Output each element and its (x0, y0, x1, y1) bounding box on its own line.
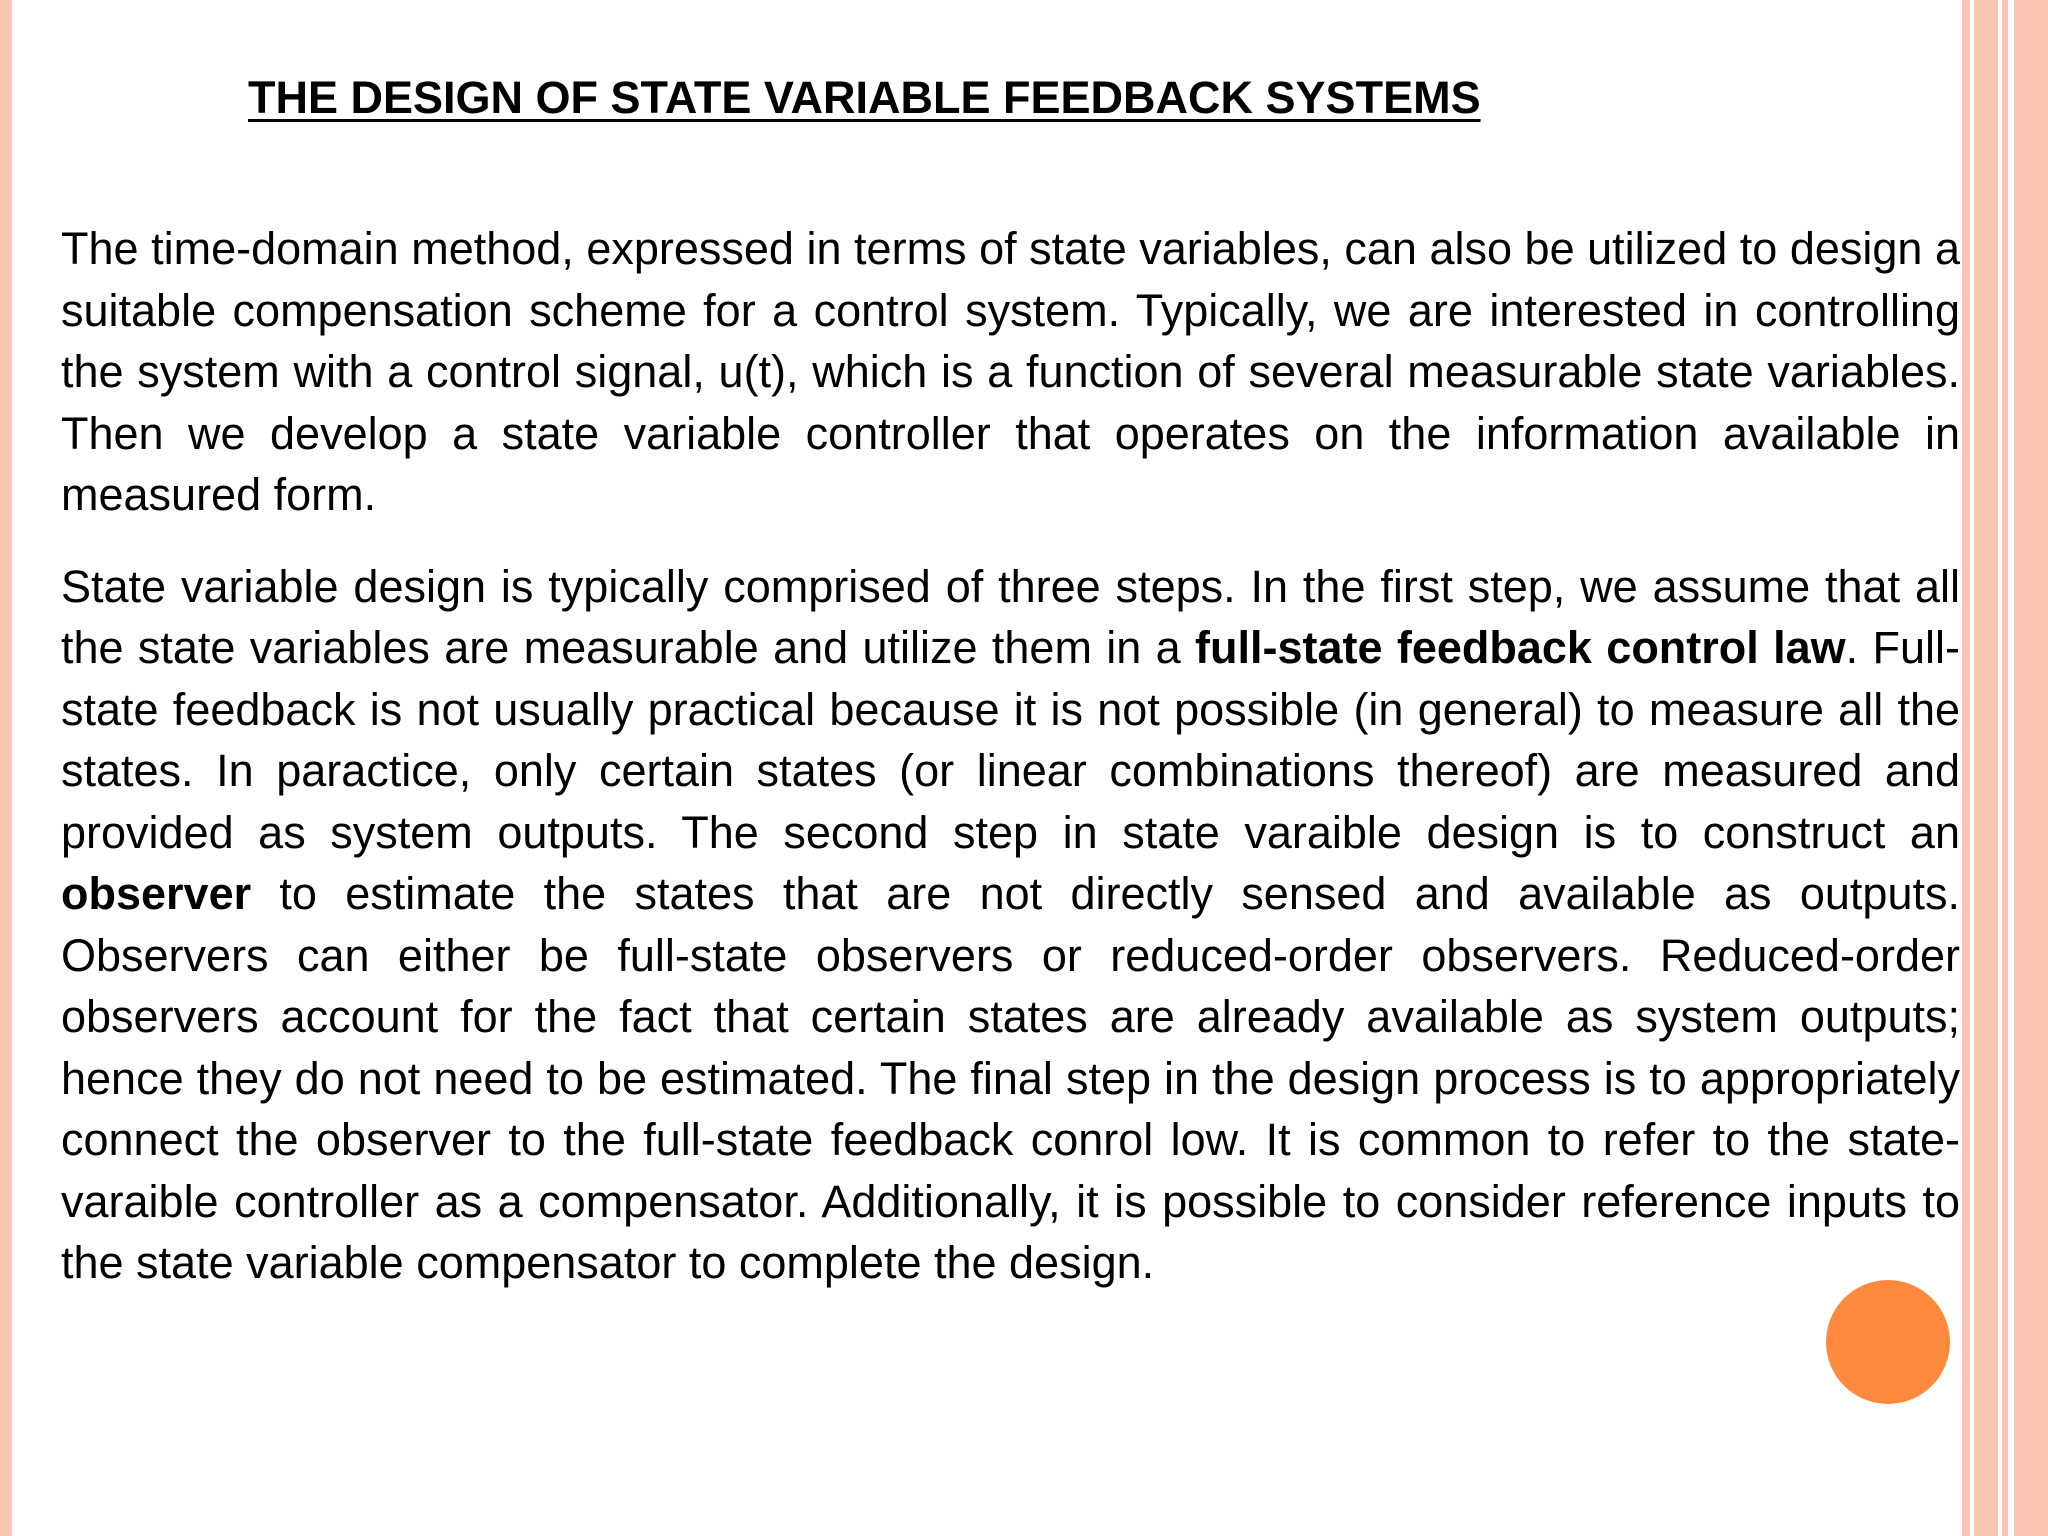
border-stripe (2002, 0, 2008, 1536)
right-decorative-border (1962, 0, 2048, 1536)
paragraph-intro (61, 218, 1960, 526)
paragraph-design-steps (61, 556, 1960, 1294)
bold-term-full-state-feedback: full-state feedback control law (1195, 622, 1846, 673)
border-stripe (2014, 0, 2048, 1536)
text-segment: The time-domain method, expressed in terms of state variables, can also be utilized to design a suitable compensation scheme for a control system. Typically, we are interested in controlling the system with a control signal, u(t), which is a function of several measurable state variables. Then we develop a state variable controller that operates on the information available in measured form. (61, 223, 1960, 520)
border-stripe (1962, 0, 1970, 1536)
border-stripe (1974, 0, 1998, 1536)
slide-title: THE DESIGN OF STATE VARIABLE FEEDBACK SYSTEMS (248, 72, 1481, 123)
text-segment: State variable design is typically comprised of three steps. In the first step, we assume that all the state variables are measurable and utilize them in a (61, 560, 1960, 673)
left-decorative-stripe (0, 0, 12, 1536)
orange-circle-decoration (1826, 1280, 1950, 1404)
bold-term-observer: observer (61, 868, 252, 919)
text-segment: . Full-state feedback is not usually practical because it is not possible (in general) to measure all the states. In paractice, only certain states (or linear combinations thereof) are measured and provided as system outputs. The second step in state varaible design is to construct an (61, 622, 1960, 858)
slide-body (61, 218, 1960, 1294)
text-segment: to estimate the states that are not directly sensed and available as outputs. Observers can either be full-state observers or reduced-order observers. Reduced-order observers account for the fact that certain states are already available as system outputs; hence they do not need to be estimated. The final step in the design process is to appropriately connect the observer to the full-state feedback conrol low. It is common to refer to the state-varaible controller as a compensator. Additionally, it is possible to consider reference inputs to the state variable compensator to complete the design. (61, 868, 1960, 1288)
